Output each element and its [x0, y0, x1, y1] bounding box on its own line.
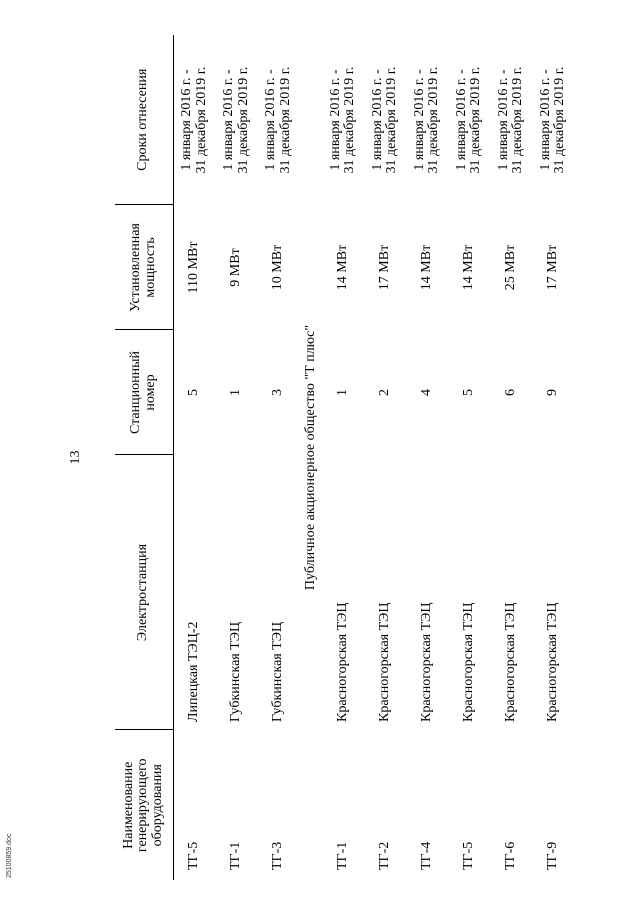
period-start: 1 января 2016 г. -	[262, 69, 278, 171]
station-number: 5	[460, 389, 476, 396]
table-row	[364, 35, 406, 880]
station-name: Красногорская ТЭЦ	[460, 602, 476, 722]
footer-filename: 25100859.doc	[6, 833, 13, 878]
period-end: 31 декабря 2019 г.	[342, 66, 358, 174]
equipment-id: ТГ-5	[186, 841, 202, 870]
period	[364, 35, 406, 205]
table-row	[322, 35, 364, 880]
station-name: Красногорская ТЭЦ	[334, 602, 350, 722]
table-row	[532, 35, 574, 880]
equipment-id: ТГ-3	[270, 841, 286, 870]
header-period: Сроки отнесения	[115, 35, 173, 205]
period	[406, 35, 448, 205]
station-number: 4	[418, 389, 434, 396]
period-end: 31 декабря 2019 г.	[235, 66, 251, 174]
installed-power: 9 МВт	[228, 248, 244, 287]
period-start: 1 января 2016 г. -	[178, 69, 194, 171]
installed-power: 14 МВт	[334, 244, 350, 291]
table-row	[173, 35, 216, 880]
installed-power: 14 МВт	[460, 244, 476, 291]
group-row	[300, 35, 323, 880]
period	[258, 35, 300, 205]
station-number: 6	[502, 389, 518, 396]
header-station: Электростанция	[115, 455, 173, 730]
period-end: 31 декабря 2019 г.	[277, 66, 293, 174]
equipment-id: ТГ-5	[460, 841, 476, 870]
period-start: 1 января 2016 г. -	[537, 69, 553, 171]
group-title: Публичное акционерное общество "Т плюс"	[302, 324, 318, 591]
period-start: 1 января 2016 г. -	[369, 69, 385, 171]
table-row	[490, 35, 532, 880]
equipment-table	[115, 35, 574, 880]
period-end: 31 декабря 2019 г.	[426, 66, 442, 174]
station-name: Липецкая ТЭЦ-2	[186, 621, 202, 722]
station-number: 9	[544, 389, 560, 396]
header-station-number: Станционный номер	[115, 330, 173, 455]
station-number: 2	[376, 389, 392, 396]
equipment-id: ТГ-2	[376, 841, 392, 870]
period	[322, 35, 364, 205]
period-end: 31 декабря 2019 г.	[510, 66, 526, 174]
period	[490, 35, 532, 205]
table-header	[115, 35, 173, 880]
station-number: 3	[270, 389, 286, 396]
installed-power: 25 МВт	[502, 244, 518, 291]
period-start: 1 января 2016 г. -	[495, 69, 511, 171]
table-row	[448, 35, 490, 880]
installed-power: 17 МВт	[376, 244, 392, 291]
station-name: Красногорская ТЭЦ	[376, 602, 392, 722]
equipment-id: ТГ-1	[334, 841, 350, 870]
table-row	[406, 35, 448, 880]
period	[216, 35, 258, 205]
period-start: 1 января 2016 г. -	[411, 69, 427, 171]
equipment-id: ТГ-4	[418, 841, 434, 870]
period-start: 1 января 2016 г. -	[327, 69, 343, 171]
station-name: Красногорская ТЭЦ	[502, 602, 518, 722]
station-number: 1	[334, 389, 350, 396]
installed-power: 10 МВт	[270, 244, 286, 291]
station-name: Красногорская ТЭЦ	[418, 602, 434, 722]
table-row	[258, 35, 300, 880]
period	[173, 35, 216, 205]
rotated-page	[60, 35, 585, 880]
period-end: 31 декабря 2019 г.	[468, 66, 484, 174]
station-name: Губкинская ТЭЦ	[228, 621, 244, 722]
station-name: Красногорская ТЭЦ	[544, 602, 560, 722]
period	[532, 35, 574, 205]
equipment-id: ТГ-9	[544, 841, 560, 870]
table-row	[216, 35, 258, 880]
period-end: 31 декабря 2019 г.	[384, 66, 400, 174]
period	[448, 35, 490, 205]
station-number: 5	[186, 389, 202, 396]
period-end: 31 декабря 2019 г.	[193, 66, 209, 174]
installed-power: 17 МВт	[544, 244, 560, 291]
header-power: Установленная мощность	[115, 205, 173, 330]
period-start: 1 января 2016 г. -	[453, 69, 469, 171]
period-start: 1 января 2016 г. -	[220, 69, 236, 171]
header-equipment: Наименование генерирующего оборудования	[115, 730, 173, 880]
station-number: 1	[228, 389, 244, 396]
installed-power: 14 МВт	[418, 244, 434, 291]
page-number: 13	[68, 450, 83, 465]
installed-power: 110 МВт	[186, 241, 202, 294]
equipment-id: ТГ-6	[502, 841, 518, 870]
station-name: Губкинская ТЭЦ	[270, 621, 286, 722]
equipment-id: ТГ-1	[228, 841, 244, 870]
period-end: 31 декабря 2019 г.	[552, 66, 568, 174]
